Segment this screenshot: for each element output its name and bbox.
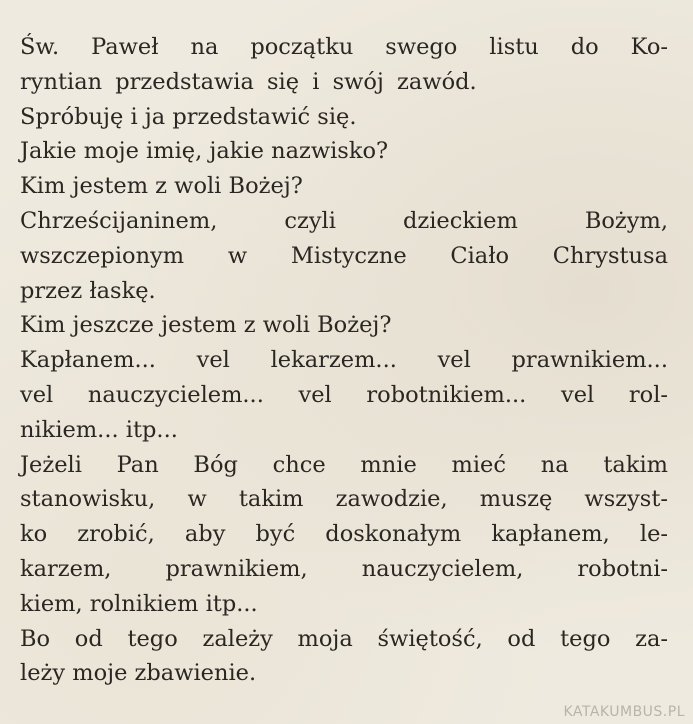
text-line: Kim jeszcze jestem z woli Bożej? [20, 312, 392, 339]
text-line: nikiem... itp... [20, 416, 178, 443]
text-line: Jeżeli Pan Bóg chce mnie mieć na takim [20, 451, 668, 478]
text-line: Bo od tego zależy moja świętość, od tego za- [20, 625, 668, 652]
text-line: stanowisku, w takim zawodzie, muszę wszyst- [20, 486, 668, 513]
text-line: ryntian przedstawia się i swój zawód. [20, 68, 477, 95]
text-line: kiem, rolnikiem itp... [20, 590, 258, 617]
text-line: ko zrobić, aby być doskonałym kapłanem, le- [20, 521, 668, 548]
text-line: karzem, prawnikiem, nauczycielem, robotni- [20, 555, 668, 582]
text-line: leży moje zbawienie. [20, 660, 257, 687]
text-line: Kapłanem... vel lekarzem... vel prawnikiem... [20, 347, 668, 374]
text-line: Chrześcijaninem, czyli dzieckiem Bożym, [20, 207, 668, 234]
body-text [20, 30, 668, 691]
text-line: vel nauczycielem... vel robotnikiem... vel rol- [20, 381, 668, 408]
text-line: przez łaskę. [20, 277, 156, 304]
text-line: wszczepionym w Mistyczne Ciało Chrystusa [20, 242, 668, 269]
watermark-text: KATAKUMBUS.PL [563, 704, 685, 720]
text-line: Św. Paweł na początku swego listu do Ko- [20, 34, 668, 60]
text-line: Jakie moje imię, jakie nazwisko? [20, 138, 389, 165]
text-line: Spróbuję i ja przedstawić się. [20, 103, 357, 130]
text-line: Kim jestem z woli Bożej? [20, 173, 303, 200]
